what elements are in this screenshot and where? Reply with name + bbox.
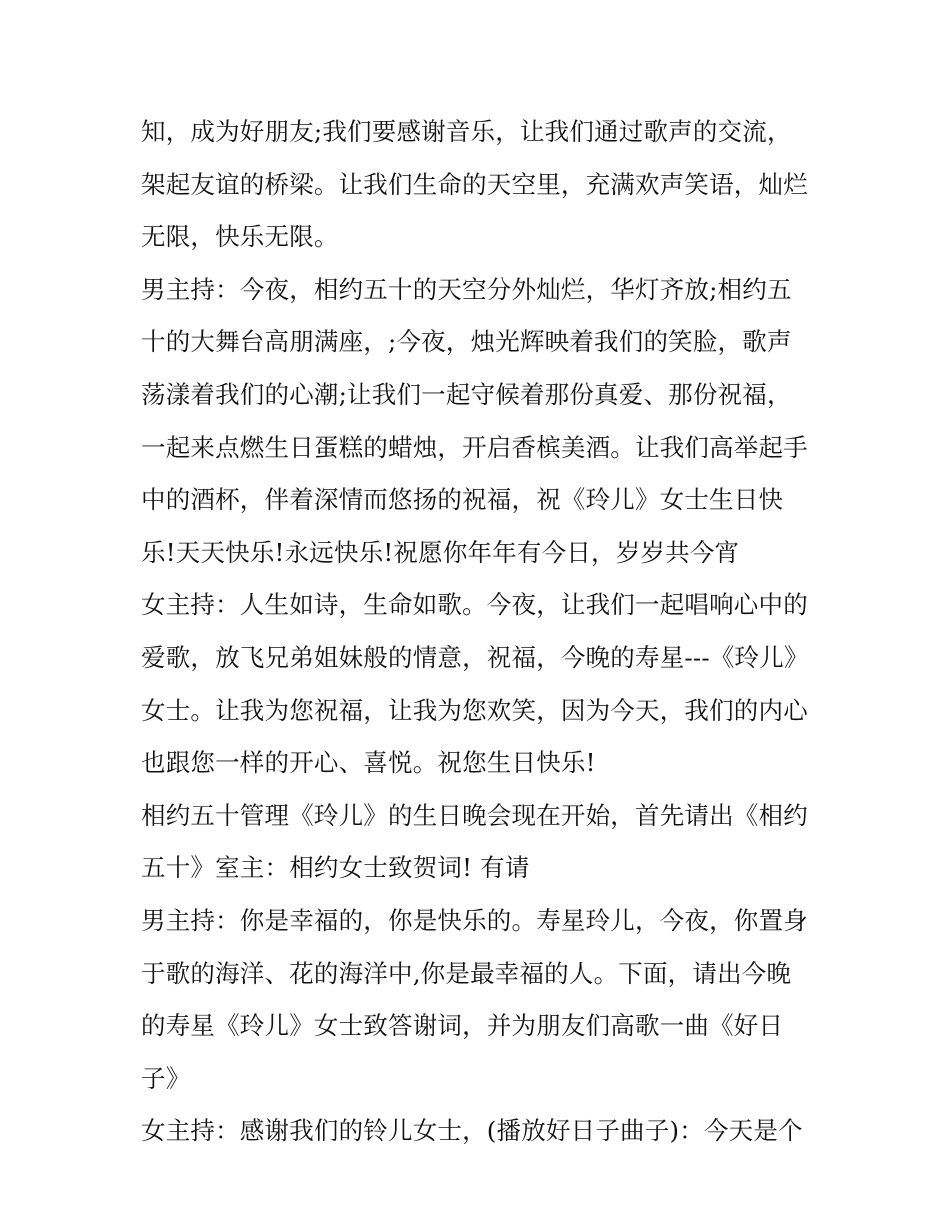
text-line: 相约五十管理《玲儿》的生日晚会现在开始，首先请出《相约 [141, 800, 808, 830]
text-line: 架起友谊的桥梁。让我们生命的天空里，充满欢声笑语，灿烂 [141, 169, 808, 199]
text-line: 子》 [141, 1063, 191, 1093]
text-line: 爱歌，放飞兄弟姐妹般的情意，祝福，今晚的寿星---《玲儿》 [141, 642, 809, 672]
text-line: 也跟您一样的开心、喜悦。祝您生日快乐! [141, 748, 596, 778]
text-line: 于歌的海洋、花的海洋中,你是最幸福的人。下面，请出今晚 [141, 958, 792, 988]
text-line: 一起来点燃生日蛋糕的蜡烛，开启香槟美酒。让我们高举起手 [141, 432, 808, 462]
text-line: 乐!天天快乐!永远快乐!祝愿你年年有今日，岁岁共今宵 [141, 537, 740, 567]
text-line: 男主持：今夜，相约五十的天空分外灿烂，华灯齐放;相约五 [141, 274, 792, 304]
body-text [141, 106, 821, 1158]
text-line: 荡漾着我们的心潮;让我们一起守候着那份真爱、那份祝福， [141, 379, 792, 409]
text-line: 女主持：感谢我们的铃儿女士，(播放好日子曲子)：今天是个 [141, 1116, 803, 1146]
text-line: 十的大舞台高朋满座，;今夜，烛光辉映着我们的笑脸，歌声 [141, 327, 792, 357]
text-line: 女主持：人生如诗，生命如歌。今夜，让我们一起唱响心中的 [141, 590, 808, 620]
text-line: 女士。让我为您祝福，让我为您欢笑，因为今天，我们的内心 [141, 695, 808, 725]
text-line: 无限，快乐无限。 [141, 222, 339, 252]
text-line: 知，成为好朋友;我们要感谢音乐，让我们通过歌声的交流， [141, 117, 792, 146]
text-line: 五十》室主：相约女士致贺词! 有请 [141, 853, 530, 883]
text-line: 男主持：你是幸福的，你是快乐的。寿星玲儿，今夜，你置身 [141, 905, 808, 935]
text-line: 的寿星《玲儿》女士致答谢词，并为朋友们高歌一曲《好日 [141, 1011, 784, 1041]
text-line: 中的酒杯，伴着深情而悠扬的祝福，祝《玲儿》女士生日快 [141, 485, 784, 515]
